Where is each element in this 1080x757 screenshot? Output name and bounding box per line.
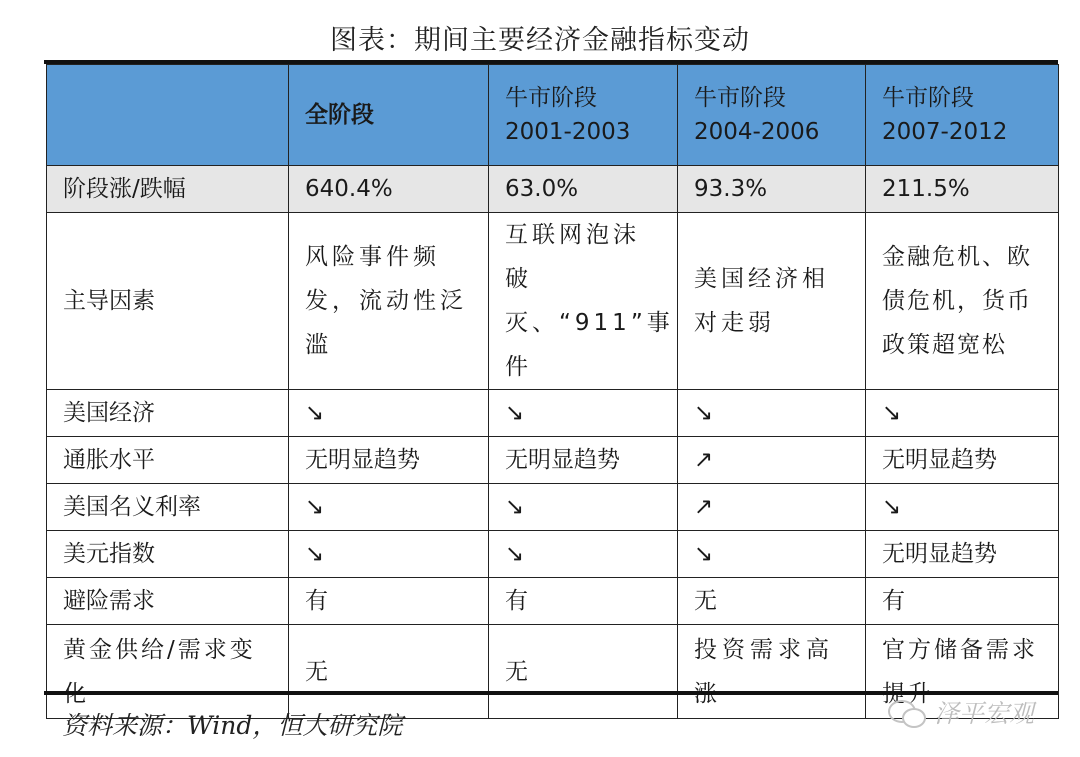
row-label: 主导因素	[47, 213, 289, 390]
table-row	[47, 166, 1059, 213]
table-cell: ↘	[289, 390, 489, 437]
table-cell: ↘	[489, 531, 678, 578]
table-cell: 金融危机、欧债危机，货币政策超宽松	[866, 213, 1059, 390]
row-label: 美国经济	[47, 390, 289, 437]
header-line2: 2007-2012	[882, 119, 1008, 145]
table-cell: ↗	[678, 437, 866, 484]
table-cell: 无	[678, 578, 866, 625]
table-cell: 无明显趋势	[866, 437, 1059, 484]
table-row	[47, 390, 1059, 437]
table-cell: ↘	[678, 390, 866, 437]
table-cell: ↘	[289, 531, 489, 578]
header-line1: 牛市阶段	[694, 85, 786, 111]
table-row	[47, 437, 1059, 484]
table-cell: 有	[289, 578, 489, 625]
header-line1: 全阶段	[305, 102, 374, 128]
table-cell: ↗	[678, 484, 866, 531]
watermark	[888, 694, 1034, 730]
header-cell-bull-2007	[866, 65, 1059, 166]
table-cell: ↘	[866, 484, 1059, 531]
table-cell: ↘	[489, 390, 678, 437]
header-row	[47, 65, 1059, 166]
table-cell: 63.0%	[489, 166, 678, 213]
header-cell-full-period	[289, 65, 489, 166]
table-cell: 有	[489, 578, 678, 625]
table-cell: 640.4%	[289, 166, 489, 213]
row-label: 黄金供给/需求变	[47, 625, 289, 719]
source-note: 资料来源：Wind，恒大研究院	[62, 711, 403, 740]
table-row	[47, 213, 1059, 390]
table-cell: 官方储备需求	[866, 625, 1059, 719]
table-cell: 无明显趋势	[289, 437, 489, 484]
table-row	[47, 484, 1059, 531]
table-cell: ↘	[489, 484, 678, 531]
wechat-icon	[888, 698, 926, 726]
row-label: 美元指数	[47, 531, 289, 578]
header-line2: 2004-2006	[694, 119, 820, 145]
row-label: 避险需求	[47, 578, 289, 625]
header-cell-bull-2001	[489, 65, 678, 166]
row-label: 美国名义利率	[47, 484, 289, 531]
header-line1: 牛市阶段	[505, 85, 597, 111]
indicator-table	[46, 64, 1059, 719]
table-cell: ↘	[289, 484, 489, 531]
table-cell: 无	[489, 625, 678, 719]
table-cell: 投资需求高	[678, 625, 866, 719]
table-title: 图表：期间主要经济金融指标变动	[330, 25, 750, 56]
row-label: 阶段涨/跌幅	[47, 166, 289, 213]
table-cell: ↘	[866, 390, 1059, 437]
table-cell: 无明显趋势	[489, 437, 678, 484]
row-label: 通胀水平	[47, 437, 289, 484]
table-row	[47, 578, 1059, 625]
table-cell: 211.5%	[866, 166, 1059, 213]
header-cell-corner	[47, 65, 289, 166]
table-row	[47, 531, 1059, 578]
table-cell: ↘	[678, 531, 866, 578]
table-cell: 互联网泡沫破灭、“911”事件	[489, 213, 678, 390]
header-cell-bull-2004	[678, 65, 866, 166]
table-cell: 美国经济相对走弱	[678, 213, 866, 390]
table-cell: 无明显趋势	[866, 531, 1059, 578]
watermark-text: 泽平宏观	[934, 699, 1035, 728]
table-cell: 无	[289, 625, 489, 719]
table-cell: 93.3%	[678, 166, 866, 213]
table-cell: 有	[866, 578, 1059, 625]
header-line1: 牛市阶段	[882, 85, 974, 111]
header-line2: 2001-2003	[505, 119, 631, 145]
table-cell: 风险事件频发，流动性泛滥	[289, 213, 489, 390]
